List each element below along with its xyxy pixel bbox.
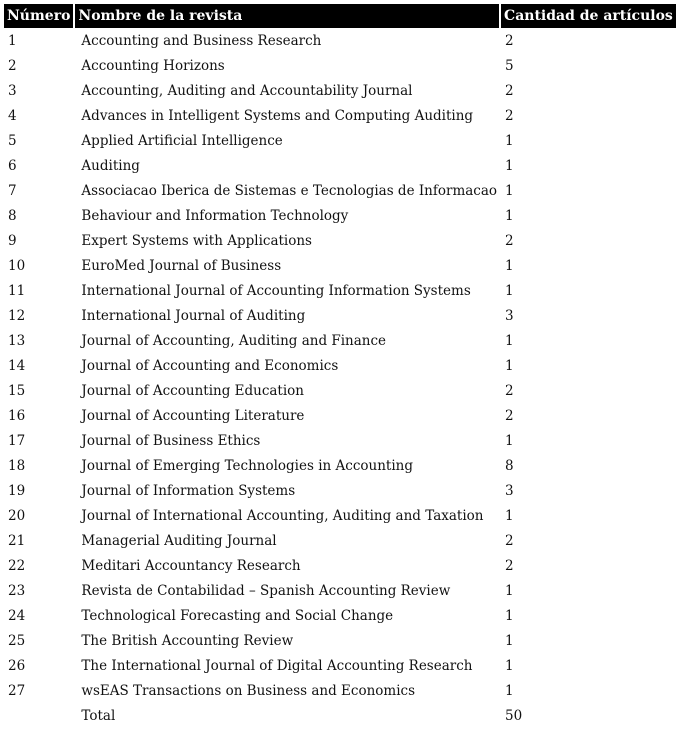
row-number: 22 bbox=[8, 557, 26, 574]
article-count: 1 bbox=[505, 357, 514, 374]
row-number: 26 bbox=[8, 657, 26, 674]
article-count: 1 bbox=[505, 507, 514, 524]
journal-name: Managerial Auditing Journal bbox=[81, 532, 277, 549]
journal-name: Journal of Accounting Literature bbox=[81, 407, 305, 424]
article-count: 3 bbox=[505, 482, 514, 499]
table-row bbox=[4, 28, 676, 53]
table-row bbox=[4, 378, 676, 403]
article-count: 2 bbox=[505, 557, 514, 574]
article-count: 1 bbox=[505, 607, 514, 624]
article-count: 1 bbox=[505, 657, 514, 674]
row-number: 9 bbox=[8, 232, 17, 249]
table-row bbox=[4, 603, 676, 628]
table-row bbox=[4, 353, 676, 378]
table-row bbox=[4, 428, 676, 453]
journal-name: Advances in Intelligent Systems and Computing Auditing bbox=[81, 107, 474, 124]
article-count: 1 bbox=[505, 332, 514, 349]
header-article-count: Cantidad de artículos bbox=[501, 4, 676, 28]
journal-name: Journal of Business Ethics bbox=[81, 432, 261, 449]
article-count: 1 bbox=[505, 257, 514, 274]
journal-name: wsEAS Transactions on Business and Economics bbox=[81, 682, 416, 699]
article-count: 1 bbox=[505, 157, 514, 174]
row-number: 12 bbox=[8, 307, 26, 324]
article-count: 1 bbox=[505, 682, 514, 699]
journal-name: Technological Forecasting and Social Change bbox=[81, 607, 394, 624]
journal-name: Expert Systems with Applications bbox=[81, 232, 312, 249]
row-number: 21 bbox=[8, 532, 26, 549]
journal-name: Journal of Accounting Education bbox=[81, 382, 305, 399]
article-count: 1 bbox=[505, 182, 514, 199]
journal-name: Revista de Contabilidad – Spanish Accounting Review bbox=[81, 582, 451, 599]
journal-name: The British Accounting Review bbox=[81, 632, 294, 649]
journal-name: Total bbox=[81, 707, 116, 724]
journal-name: Journal of Emerging Technologies in Accounting bbox=[81, 457, 413, 474]
table-row bbox=[4, 153, 676, 178]
journal-name: Journal of Accounting, Auditing and Finance bbox=[81, 332, 387, 349]
row-number: 15 bbox=[8, 382, 26, 399]
row-number: 18 bbox=[8, 457, 26, 474]
row-number: 1 bbox=[8, 32, 17, 49]
journal-name: Meditari Accountancy Research bbox=[81, 557, 301, 574]
table-row bbox=[4, 478, 676, 503]
table-row bbox=[4, 303, 676, 328]
journal-name: Auditing bbox=[81, 157, 140, 174]
row-number: 24 bbox=[8, 607, 26, 624]
row-number: 13 bbox=[8, 332, 26, 349]
row-number: 5 bbox=[8, 132, 17, 149]
article-count: 1 bbox=[505, 582, 514, 599]
table-row bbox=[4, 53, 676, 78]
row-number bbox=[4, 703, 75, 728]
article-count: 1 bbox=[505, 432, 514, 449]
article-count: 2 bbox=[505, 232, 514, 249]
journal-name: International Journal of Accounting Information Systems bbox=[81, 282, 471, 299]
article-count: 1 bbox=[505, 207, 514, 224]
journal-name: The International Journal of Digital Accounting Research bbox=[81, 657, 473, 674]
journal-name: Accounting Horizons bbox=[81, 57, 225, 74]
table-row bbox=[4, 628, 676, 653]
table-row bbox=[4, 553, 676, 578]
table-row bbox=[4, 78, 676, 103]
journal-name: Journal of International Accounting, Auditing and Taxation bbox=[81, 507, 484, 524]
row-number: 23 bbox=[8, 582, 26, 599]
journal-name: Applied Artificial Intelligence bbox=[81, 132, 283, 149]
header-row bbox=[4, 4, 676, 28]
journal-name: Accounting and Business Research bbox=[81, 32, 322, 49]
article-count: 2 bbox=[505, 107, 514, 124]
total-row bbox=[4, 703, 676, 728]
row-number: 3 bbox=[8, 82, 17, 99]
row-number: 20 bbox=[8, 507, 26, 524]
journal-name: EuroMed Journal of Business bbox=[81, 257, 282, 274]
table-row bbox=[4, 678, 676, 703]
table-row bbox=[4, 278, 676, 303]
article-count: 2 bbox=[505, 82, 514, 99]
article-count: 8 bbox=[505, 457, 514, 474]
table-body bbox=[4, 28, 676, 728]
row-number: 11 bbox=[8, 282, 26, 299]
journal-name: Accounting, Auditing and Accountability Journal bbox=[81, 82, 413, 99]
row-number: 6 bbox=[8, 157, 17, 174]
header-number: Número bbox=[4, 4, 75, 28]
article-count: 2 bbox=[505, 407, 514, 424]
row-number: 27 bbox=[8, 682, 26, 699]
article-count: 1 bbox=[505, 132, 514, 149]
journal-name: Journal of Information Systems bbox=[81, 482, 296, 499]
row-number: 10 bbox=[8, 257, 26, 274]
table-row bbox=[4, 178, 676, 203]
article-count: 3 bbox=[505, 307, 514, 324]
article-count: 5 bbox=[505, 57, 514, 74]
journal-name: Journal of Accounting and Economics bbox=[81, 357, 339, 374]
row-number: 2 bbox=[8, 57, 17, 74]
article-count: 2 bbox=[505, 532, 514, 549]
article-count: 2 bbox=[505, 382, 514, 399]
journal-name: International Journal of Auditing bbox=[81, 307, 306, 324]
table-row bbox=[4, 328, 676, 353]
article-count: 50 bbox=[505, 707, 523, 724]
table-row bbox=[4, 578, 676, 603]
table-row bbox=[4, 228, 676, 253]
table-row bbox=[4, 503, 676, 528]
row-number: 7 bbox=[8, 182, 17, 199]
table-row bbox=[4, 103, 676, 128]
table-row bbox=[4, 203, 676, 228]
row-number: 4 bbox=[8, 107, 17, 124]
table-row bbox=[4, 453, 676, 478]
row-number: 17 bbox=[8, 432, 26, 449]
row-number: 25 bbox=[8, 632, 26, 649]
row-number: 19 bbox=[8, 482, 26, 499]
table-row bbox=[4, 653, 676, 678]
table-row bbox=[4, 403, 676, 428]
journal-name: Associacao Iberica de Sistemas e Tecnologias de Informacao bbox=[81, 182, 498, 199]
table-row bbox=[4, 528, 676, 553]
journal-name: Behaviour and Information Technology bbox=[81, 207, 349, 224]
header-journal-name: Nombre de la revista bbox=[75, 4, 501, 28]
table-row bbox=[4, 128, 676, 153]
article-count: 2 bbox=[505, 32, 514, 49]
article-count: 1 bbox=[505, 632, 514, 649]
row-number: 14 bbox=[8, 357, 26, 374]
journals-table bbox=[4, 4, 676, 728]
article-count: 1 bbox=[505, 282, 514, 299]
row-number: 8 bbox=[8, 207, 17, 224]
table-row bbox=[4, 253, 676, 278]
row-number: 16 bbox=[8, 407, 26, 424]
